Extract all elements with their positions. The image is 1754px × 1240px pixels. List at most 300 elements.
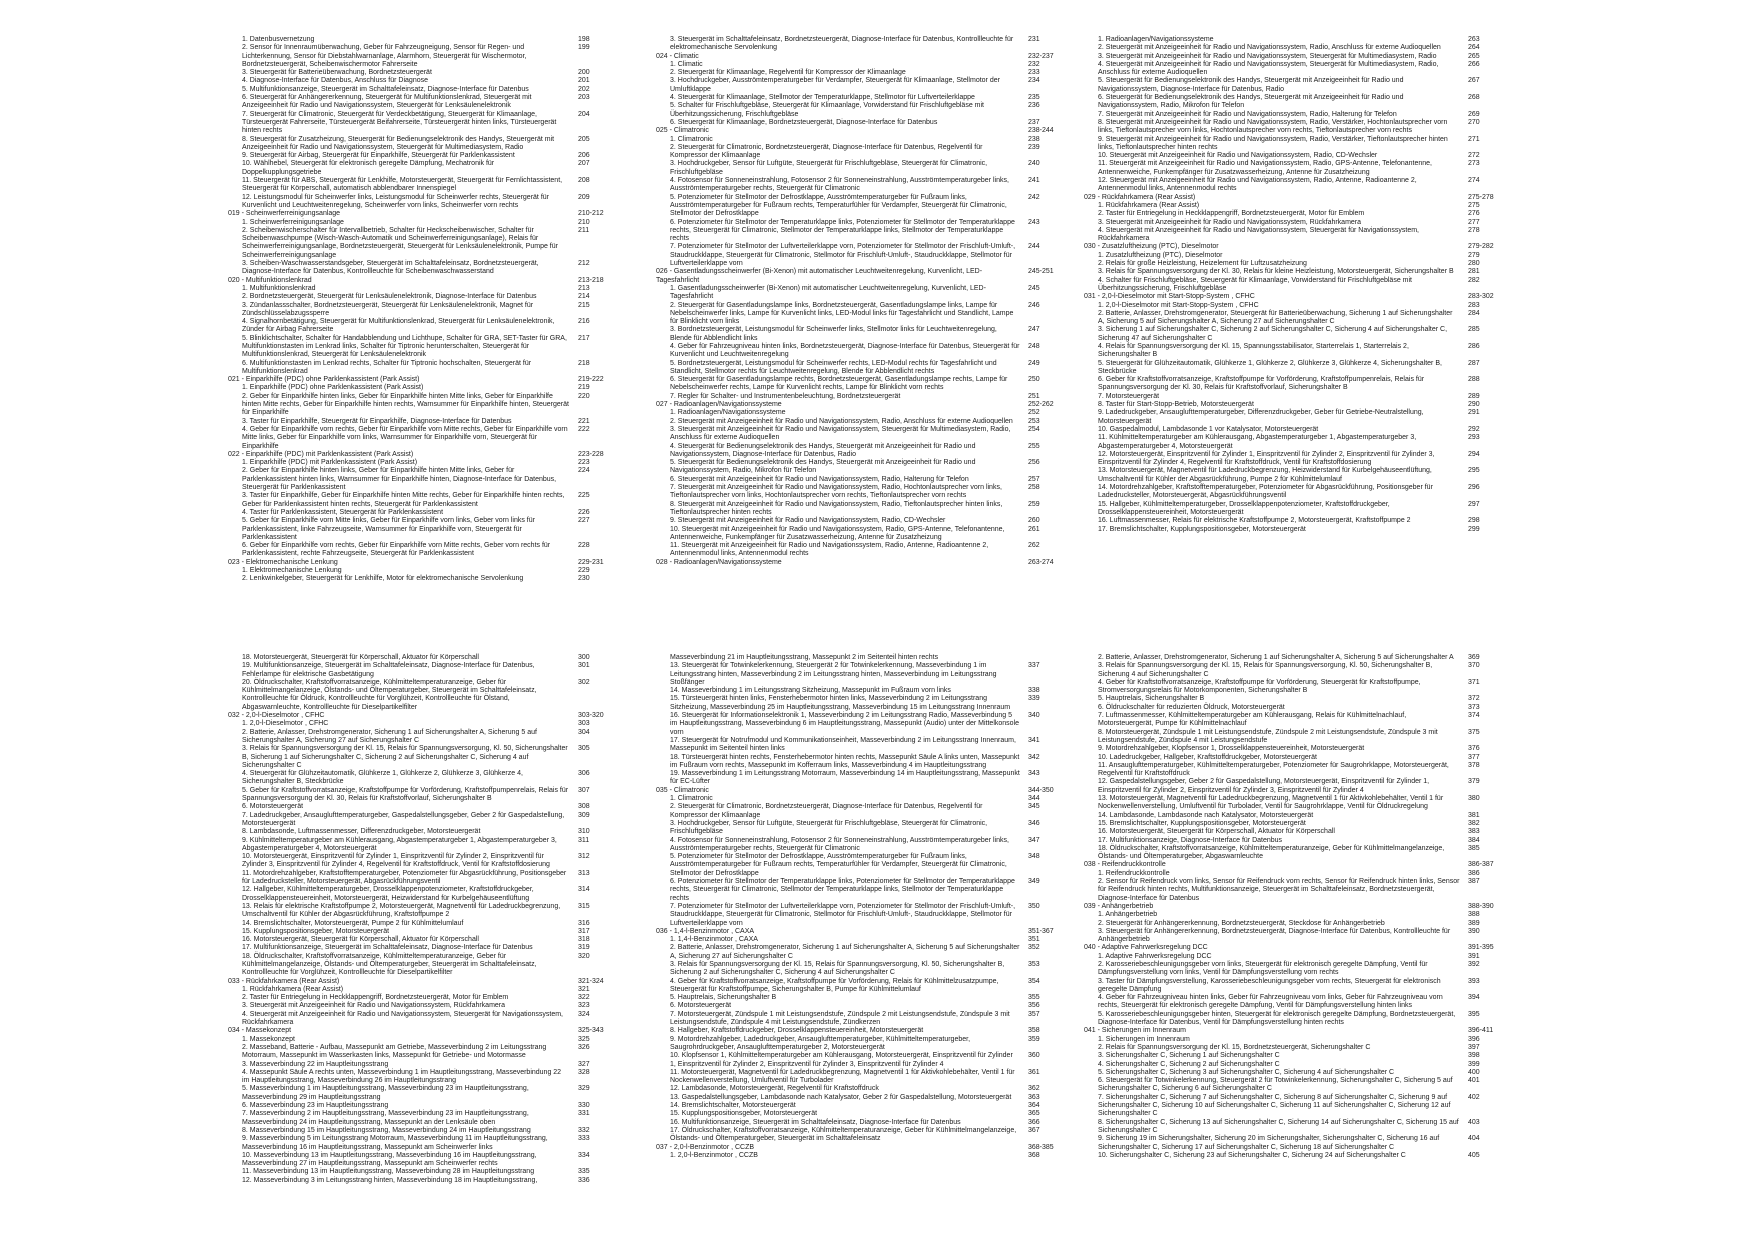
toc-entry bbox=[656, 1094, 1064, 1102]
toc-entry bbox=[1084, 928, 1504, 945]
toc-entry bbox=[228, 1152, 614, 1169]
toc-entry bbox=[228, 1044, 614, 1061]
toc-entry-text: 3. Taster für Einparkhilfe, Steuergerät für Einparkhilfe, Diagnose-Interface für Datenbus bbox=[242, 417, 512, 425]
toc-entry-page-number: 337 bbox=[1028, 662, 1040, 670]
toc-entry-page-number: 396-411 bbox=[1468, 1027, 1494, 1035]
toc-entry bbox=[656, 770, 1064, 787]
toc-entry bbox=[1084, 219, 1504, 227]
toc-entry-page-number: 254 bbox=[1028, 425, 1040, 433]
toc-entry-text: 5. Schalter für Frischluftgebläse, Steuergerät für Klimaanlage, Vorwiderstand für Frischluftgebläse mit Überhitzungssicherung, Frischluftgebläse bbox=[670, 102, 984, 118]
toc-entry-page-number: 361 bbox=[1028, 1068, 1040, 1076]
toc-entry bbox=[228, 219, 614, 227]
toc-section-heading bbox=[228, 1027, 614, 1035]
toc-entry bbox=[656, 285, 1064, 302]
toc-section-heading bbox=[656, 53, 1064, 61]
toc-entry-page-number: 285 bbox=[1468, 326, 1480, 334]
toc-section-heading bbox=[1084, 293, 1504, 301]
toc-entry bbox=[1084, 277, 1504, 294]
toc-entry bbox=[656, 517, 1064, 525]
toc-entry-text: 12. Lambdasonde, Motorsteuergerät, Regelventil für Kraftstoffdruck bbox=[670, 1085, 879, 1093]
toc-entry bbox=[228, 770, 614, 787]
toc-entry-text: 4. Geber für Fahrzeugniveau hinten links, Geber für Fahrzeugniveau vorn links, Geber für Fahrzeugniveau vorn rechts, Steuergerät für elektronisch geregelte Dämpfung, Ventil für Dämpfungsverstellung hinten links bbox=[1098, 994, 1443, 1010]
toc-entry-page-number: 349 bbox=[1028, 878, 1040, 886]
toc-entry-text: 15. Hallgeber, Kühlmitteltemperaturgeber, Drosselklappenpotenziometer, Kraftstoffdruckgeber, Drosselklappensteuereinheit, Motorsteuergerät bbox=[1098, 500, 1390, 516]
toc-entry bbox=[656, 1027, 1064, 1035]
toc-entry bbox=[228, 994, 614, 1002]
toc-entry bbox=[228, 886, 614, 903]
toc-entry-page-number: 230 bbox=[578, 575, 590, 583]
toc-entry-page-number: 229-231 bbox=[578, 558, 604, 566]
toc-entry-page-number: 206 bbox=[578, 152, 590, 160]
toc-entry bbox=[228, 384, 614, 392]
toc-entry-page-number: 343 bbox=[1028, 770, 1040, 778]
toc-entry-text: 17. Multifunktionsanzeige, Diagnose-Interface für Datenbus bbox=[1098, 836, 1283, 844]
toc-entry-page-number: 281 bbox=[1468, 268, 1480, 276]
toc-entry-page-number: 282 bbox=[1468, 276, 1480, 284]
toc-entry-page-number: 252-262 bbox=[1028, 401, 1054, 409]
toc-entry-text: 3. Zündanlassschalter, Bordnetzsteuergerät, Steuergerät für Lenksäulenelektronik, Magnet für Zündschlüsselabzugssperre bbox=[242, 301, 534, 317]
toc-entry bbox=[656, 459, 1064, 476]
toc-section-heading bbox=[228, 210, 614, 218]
toc-entry bbox=[228, 517, 614, 542]
toc-entry-page-number: 238 bbox=[1028, 135, 1040, 143]
toc-entry-text: 13. Motorsteuergerät, Magnetventil für Ladedruckbegrenzung, Magnetventil 1 für Aktivkohlebehälter, Ventil 1 für Nockenwellenverstellung, Umluftventil für Turbolader, Ventil für Saugrohrklappe, Ventil für Öldruckregelung bbox=[1098, 795, 1444, 811]
toc-entry bbox=[656, 136, 1064, 144]
toc-entry bbox=[228, 1061, 614, 1069]
toc-entry-page-number: 298 bbox=[1468, 517, 1480, 525]
toc-entry-continuation bbox=[656, 654, 1064, 662]
toc-entry bbox=[656, 119, 1064, 127]
toc-entry-text: 4. Steuergerät mit Anzeigeeinheit für Radio und Navigationssystem, Steuergerät für Navigationssystem, Rückfahrkamera bbox=[1098, 226, 1419, 243]
toc-entry-text: 6. Steuergerät für Bedienungselektronik des Handys, Steuergerät mit Anzeigeeinheit für Radio und Navigationssystem, Radio, Mikrofon für Telefon bbox=[1098, 94, 1404, 110]
toc-entry-page-number: 309 bbox=[578, 811, 590, 819]
toc-entry bbox=[1084, 451, 1504, 468]
toc-entry-text: 1. Zusatzluftheizung (PTC), Dieselmotor bbox=[1098, 251, 1223, 259]
toc-entry-page-number: 320 bbox=[578, 952, 590, 960]
toc-entry-page-number: 386-387 bbox=[1468, 861, 1494, 869]
toc-entry bbox=[228, 94, 614, 111]
toc-entry bbox=[1084, 426, 1504, 434]
toc-entry bbox=[1084, 252, 1504, 260]
toc-entry-page-number: 388-390 bbox=[1468, 902, 1494, 910]
toc-entry-text: 2. Steuergerät für Klimaanlage, Regelventil für Kompressor der Klimaanlage bbox=[670, 69, 906, 77]
toc-entry bbox=[656, 944, 1064, 961]
toc-entry-page-number: 334 bbox=[578, 1151, 590, 1159]
toc-entry-page-number: 266 bbox=[1468, 60, 1480, 68]
toc-entry-text: 2. Karosseriebeschleunigungsgeber vorn links, Steuergerät für elektronisch geregelte Dämpfung, Ventil für Dämpfungsverstellung vorn links, Ventil für Dämpfungsverstellung vorn rechts bbox=[1098, 960, 1428, 977]
index-column-top-middle bbox=[656, 36, 1064, 567]
toc-entry-page-number: 323 bbox=[578, 1002, 590, 1010]
toc-entry-text: 1. Radioanlagen/Navigationssysteme bbox=[670, 409, 786, 417]
toc-entry bbox=[228, 111, 614, 136]
toc-entry-text: 17. Bremslichtschalter, Kupplungspositionsgeber, Motorsteuergerät bbox=[1098, 525, 1306, 533]
toc-section-heading bbox=[228, 451, 614, 459]
toc-entry-page-number: 256 bbox=[1028, 459, 1040, 467]
toc-entry bbox=[656, 69, 1064, 77]
toc-entry-text: 030 - Zusatzluftheizung (PTC), Dieselmotor bbox=[1084, 243, 1219, 251]
toc-entry-page-number: 199 bbox=[578, 44, 590, 52]
toc-entry-page-number: 292 bbox=[1468, 425, 1480, 433]
toc-entry bbox=[228, 1085, 614, 1102]
toc-entry-page-number: 394 bbox=[1468, 994, 1480, 1002]
toc-entry-text: 021 - Einparkhilfe (PDC) ohne Parklenkassistent (Park Assist) bbox=[228, 376, 420, 384]
toc-entry bbox=[1084, 526, 1504, 534]
toc-entry-page-number: 344-350 bbox=[1028, 786, 1054, 794]
toc-entry bbox=[1084, 911, 1504, 919]
toc-entry-text: 5. Masseverbindung 1 im Hauptleitungsstrang, Masseverbindung 23 im Hauptleitungsstrang, Masseverbindung 29 im Hauptleitungsstrang bbox=[242, 1085, 529, 1101]
toc-entry-text: 17. Öldruckschalter, Kraftstoffvorratsanzeige, Kühlmitteltemperaturanzeige, Geber für Kühlmittelmangelanzeige, Ölstands- und Öltemperaturgeber, Steuergerät im Schalttafeleinsatz bbox=[670, 1126, 1017, 1143]
toc-entry bbox=[1084, 202, 1504, 210]
toc-entry-page-number: 217 bbox=[578, 334, 590, 342]
toc-entry-text: 041 - Sicherungen im Innenraum bbox=[1084, 1027, 1186, 1035]
toc-entry-text: 16. Motorsteuergerät, Steuergerät für Körperschall, Aktuator für Körperschall bbox=[242, 936, 479, 944]
toc-entry-text: 14. Bremslichtschalter, Motorsteuergerät, Pumpe 2 für Kühlmittelumlauf bbox=[242, 919, 464, 927]
toc-entry bbox=[656, 978, 1064, 995]
toc-entry-page-number: 371 bbox=[1468, 678, 1480, 686]
toc-entry bbox=[1084, 994, 1504, 1011]
toc-entry bbox=[1084, 820, 1504, 828]
toc-entry bbox=[228, 1168, 614, 1176]
toc-entry-page-number: 242 bbox=[1028, 193, 1040, 201]
toc-entry-text: 11. Ansauglufttemperaturgeber, Kühlmitteltemperaturgeber, Potenziometer für Saugrohrklappe, Motorsteuergerät, Regelventil für Kraftstoffdruck bbox=[1098, 761, 1449, 778]
toc-entry bbox=[228, 302, 614, 319]
toc-entry-text: 6. Öldruckschalter für reduzierten Öldruck, Motorsteuergerät bbox=[1098, 703, 1285, 711]
toc-entry bbox=[1084, 376, 1504, 393]
toc-entry bbox=[656, 243, 1064, 268]
toc-entry-page-number: 260 bbox=[1028, 517, 1040, 525]
toc-entry bbox=[656, 426, 1064, 443]
toc-entry-text: 8. Steuergerät mit Anzeigeeinheit für Radio und Navigationssystem, Radio, Tieftonlautsprecher hinten links, Tieftonlautsprecher hinten rechts bbox=[670, 500, 1003, 516]
toc-entry-text: 3. Relais für Spannungsversorgung der Kl. 15, Relais für Spannungsversorgung, Kl. 50, Sicherungshalter B, Sicherung 4 auf Sicherungshalter C bbox=[1098, 662, 1433, 678]
toc-entry bbox=[656, 878, 1064, 903]
toc-entry-text: 028 - Radioanlagen/Navigationssysteme bbox=[656, 558, 782, 566]
toc-entry bbox=[656, 484, 1064, 501]
toc-entry-page-number: 239 bbox=[1028, 143, 1040, 151]
toc-entry bbox=[1084, 1135, 1504, 1152]
toc-entry-text: 11. Steuergerät mit Anzeigeeinheit für Radio und Navigationssystem, Radio, GPS-Antenne, Telefonantenne, Antennenweiche, Funkempfänger für Zusatzwasserheizung, Antenne für Zusatzheizung bbox=[1098, 160, 1433, 176]
toc-entry-page-number: 373 bbox=[1468, 703, 1480, 711]
toc-entry-text: 4. Steuergerät für Klimaanlage, Stellmotor der Temperaturklappe, Stellmotor für Luftverteilerklappe bbox=[670, 94, 975, 102]
toc-entry-page-number: 268 bbox=[1468, 94, 1480, 102]
toc-entry-text: 4. Diagnose-Interface für Datenbus, Anschluss für Diagnose bbox=[242, 77, 428, 85]
toc-section-heading bbox=[228, 559, 614, 567]
toc-entry-page-number: 203 bbox=[578, 94, 590, 102]
toc-entry-page-number: 396 bbox=[1468, 1035, 1480, 1043]
toc-entry-text: 3. Steuergerät für Batterieüberwachung, Bordnetzsteuergerät bbox=[242, 69, 432, 77]
toc-entry-text: 2. Bordnetzsteuergerät, Steuergerät für Lenksäulenelektronik, Diagnose-Interface für Datenbus bbox=[242, 293, 537, 301]
toc-section-heading bbox=[1084, 861, 1504, 869]
toc-entry bbox=[656, 1119, 1064, 1127]
toc-entry-page-number: 384 bbox=[1468, 836, 1480, 844]
toc-entry-text: Masseverbindung 21 im Hauptleitungsstrang, Massepunkt 2 im Seitenteil hinten rechts bbox=[670, 654, 939, 661]
toc-entry-page-number: 251 bbox=[1028, 392, 1040, 400]
toc-entry-page-number: 283 bbox=[1468, 301, 1480, 309]
toc-entry-page-number: 228 bbox=[578, 542, 590, 550]
toc-entry bbox=[1084, 812, 1504, 820]
toc-entry-page-number: 375 bbox=[1468, 728, 1480, 736]
toc-entry bbox=[1084, 77, 1504, 94]
toc-entry-page-number: 244 bbox=[1028, 243, 1040, 251]
toc-entry bbox=[1084, 1011, 1504, 1028]
toc-entry-page-number: 354 bbox=[1028, 977, 1040, 985]
toc-entry bbox=[1084, 745, 1504, 753]
toc-entry-text: 10. Steuergerät mit Anzeigeeinheit für Radio und Navigationssystem, Radio, GPS-Antenne, Telefonantenne, Antennenweiche, Funkempfänger für Zusatzwasserheizung, Antenne für Zusatzheizung bbox=[670, 525, 1005, 541]
toc-entry-text: 2. Relais für Spannungsversorgung der Kl. 15, Bordnetzsteuergerät, Sicherungshalter C bbox=[1098, 1043, 1371, 1051]
toc-entry-text: 2. Taster für Entriegelung in Heckklappengriff, Bordnetzsteuergerät, Motor für Emblem bbox=[242, 994, 509, 1002]
toc-entry-page-number: 342 bbox=[1028, 753, 1040, 761]
toc-entry bbox=[656, 177, 1064, 194]
toc-entry bbox=[1084, 654, 1504, 662]
toc-entry-text: 4. Steuergerät mit Anzeigeeinheit für Radio und Navigationssystem, Steuergerät für Navigationssystem, Rückfahrkamera bbox=[242, 1010, 563, 1027]
toc-entry-text: 5. Potenziometer für Stellmotor der Defrostklappe, Ausströmtemperaturgeber für Fußraum links, Ausströmtemperaturgeber für Fußraum rechts, Temperaturfühler für Verdampfer, Steuergerät für Climatronic, Stellmotor der Defrostklappe bbox=[670, 853, 1007, 877]
toc-entry-text: 12. Motorsteuergerät, Einspritzventil für Zylinder 1, Einspritzventil für Zylinder 2, Einspritzventil für Zylinder 3, Einspritzventil für Zylinder 4, Regelventil für Kraftstoffdruck, Ventil für Kraftstoffdosierung bbox=[1098, 450, 1435, 467]
toc-entry-page-number: 232 bbox=[1028, 60, 1040, 68]
toc-entry-text: 029 - Rückfahrkamera (Rear Assist) bbox=[1084, 193, 1196, 201]
toc-entry-text: 4. Steuergerät mit Anzeigeeinheit für Radio und Navigationssystem, Steuergerät für Multimediasystem, Radio, Anschluss für externe Audioquellen bbox=[1098, 60, 1439, 77]
toc-entry-text: 2. Batterie, Anlasser, Drehstromgenerator, Sicherung 1 auf Sicherungshalter A, Sicherung 5 auf Sicherungshalter A bbox=[1098, 654, 1454, 661]
toc-entry-text: 9. Motordrehzahlgeber, Klopfsensor 1, Drosselklappensteuereinheit, Motorsteuergerät bbox=[1098, 745, 1365, 753]
toc-entry-page-number: 308 bbox=[578, 803, 590, 811]
toc-entry-text: 11. Kühlmitteltemperaturgeber am Kühlerausgang, Abgastemperaturgeber 1, Abgastemperaturgeber 3, Abgastemperaturgeber 4, Motorsteuergerät bbox=[1098, 434, 1417, 450]
toc-entry bbox=[656, 754, 1064, 771]
toc-entry-page-number: 220 bbox=[578, 392, 590, 400]
toc-entry-text: 1. Elektromechanische Lenkung bbox=[242, 567, 342, 574]
toc-entry-page-number: 336 bbox=[578, 1176, 590, 1184]
toc-entry-text: 10. Sicherungshalter C, Sicherung 23 auf Sicherungshalter C, Sicherung 24 auf Sicherungshalter C bbox=[1098, 1151, 1406, 1159]
toc-entry-page-number: 276 bbox=[1468, 210, 1480, 218]
toc-entry-page-number: 214 bbox=[578, 293, 590, 301]
toc-entry bbox=[1084, 961, 1504, 978]
toc-entry-text: 5. Bordnetzsteuergerät, Leistungsmodul für Scheinwerfer rechts, LED-Modul rechts für Tagesfahrlicht und Standlicht, Stellmotor rechts für Leuchtweitenregelung, Blende für Abblendlicht rechts bbox=[670, 359, 997, 375]
toc-entry-page-number: 210-212 bbox=[578, 210, 604, 218]
toc-entry-text: 032 - 2,0-l-Dieselmotor , CFHC bbox=[228, 712, 325, 720]
toc-entry bbox=[656, 409, 1064, 417]
toc-entry-page-number: 293 bbox=[1468, 434, 1480, 442]
toc-entry-page-number: 224 bbox=[578, 467, 590, 475]
toc-entry bbox=[1084, 845, 1504, 862]
toc-entry-page-number: 205 bbox=[578, 135, 590, 143]
toc-entry-page-number: 389 bbox=[1468, 919, 1480, 927]
toc-entry-page-number: 369 bbox=[1468, 654, 1480, 661]
toc-entry bbox=[228, 86, 614, 94]
toc-entry-text: 14. Bremslichtschalter, Motorsteuergerät bbox=[670, 1102, 796, 1110]
toc-entry-text: 12. Masseverbindung 3 im Leitungsstrang hinten, Masseverbindung 18 im Hauptleitungsstrang, bbox=[242, 1176, 538, 1184]
toc-entry-text: 1. Climatronic bbox=[670, 795, 713, 803]
toc-entry-page-number: 311 bbox=[578, 836, 590, 844]
toc-entry-page-number: 307 bbox=[578, 786, 590, 794]
toc-entry bbox=[1084, 343, 1504, 360]
toc-entry-text: 2. Scheibenwischerschalter für Intervallbetrieb, Schalter für Heckscheibenwischer, Schalter für Scheibenwaschpumpe (Wisch-Wasch-Automatik und Scheinwerferreinigungsanlage), Relais für Scheinwerferreinigungsanlage, Bordnetzsteuergerät, Steuergerät für Lenksäulenelektronik, Pumpe für Scheinwerferreinigungsanlage bbox=[242, 226, 558, 259]
toc-section-heading bbox=[1084, 944, 1504, 952]
toc-entry-page-number: 241 bbox=[1028, 177, 1040, 185]
toc-entry bbox=[1084, 1119, 1504, 1136]
toc-entry-page-number: 356 bbox=[1028, 1002, 1040, 1010]
toc-entry bbox=[656, 476, 1064, 484]
toc-entry bbox=[1084, 53, 1504, 61]
index-column-top-right bbox=[1084, 36, 1504, 534]
toc-entry bbox=[656, 961, 1064, 978]
toc-entry-text: 16. Motorsteuergerät, Steuergerät für Körperschall, Aktuator für Körperschall bbox=[1098, 828, 1335, 836]
toc-entry-text: 3. Steuergerät mit Anzeigeeinheit für Radio und Navigationssystem, Steuergerät für Multimediasystem, Radio, Anschluss für externe Audioquellen bbox=[670, 425, 1011, 442]
toc-entry-page-number: 328 bbox=[578, 1068, 590, 1076]
toc-entry-text: 1. 1,4-l-Benzinmotor , CAXA bbox=[670, 936, 758, 944]
toc-entry bbox=[228, 729, 614, 746]
toc-entry-text: 12. Steuergerät mit Anzeigeeinheit für Radio und Navigationssystem, Radio, Antenne, Radioantenne 2, Antennenmodul links, Antennenmodul rechts bbox=[1098, 177, 1417, 193]
toc-entry bbox=[656, 837, 1064, 854]
toc-entry-page-number: 278 bbox=[1468, 226, 1480, 234]
toc-entry-page-number: 382 bbox=[1468, 819, 1480, 827]
toc-entry bbox=[228, 870, 614, 887]
toc-entry-text: 1. Gasentladungsscheinwerfer (Bi-Xenon) mit automatischer Leuchtweitenregelung, Kurvenlicht, LED-Tagesfahrlicht bbox=[670, 284, 986, 301]
toc-entry-text: 4. Geber für Kraftstoffvorratsanzeige, Kraftstoffpumpe für Vorförderung, Steuergerät für Kraftstoffpumpe, Stromversorgungsrelais für Motorkomponenten, Sicherungshalter B bbox=[1098, 678, 1421, 695]
toc-entry-text: 5. Hauptrelais, Sicherungshalter B bbox=[670, 994, 777, 1002]
toc-entry-page-number: 287 bbox=[1468, 359, 1480, 367]
toc-section-heading bbox=[656, 1144, 1064, 1152]
toc-entry-page-number: 364 bbox=[1028, 1102, 1040, 1110]
toc-entry-page-number: 326 bbox=[578, 1043, 590, 1051]
toc-entry-page-number: 277 bbox=[1468, 218, 1480, 226]
toc-entry-page-number: 351 bbox=[1028, 936, 1040, 944]
toc-entry-text: 7. Potenziometer für Stellmotor der Luftverteilerklappe vorn, Potenziometer für Stellmotor der Frischluft-Umluft-, Staudruckklappe, Steuergerät für Climatronic, Stellmotor für Frischluft-Umluft-, Staudruckklappe, Stellmotor für Luftverteilerklappe vorn bbox=[670, 243, 1016, 268]
toc-entry bbox=[228, 936, 614, 944]
toc-entry-page-number: 234 bbox=[1028, 77, 1040, 85]
toc-entry-page-number: 213-218 bbox=[578, 276, 604, 284]
toc-entry-text: 9. Steuergerät für Airbag, Steuergerät für Einparkhilfe, Steuergerät für Parklenkassistent bbox=[242, 152, 515, 160]
toc-entry-text: 9. Masseverbindung 5 im Leitungsstrang Motorraum, Masseverbindung 11 im Hauptleitungsstrang, Masseverbindung 16 im Hauptleitungsstrang, Massepunkt am Scheinwerfer links bbox=[242, 1135, 548, 1151]
toc-entry-text: 3. Steuergerät im Schalttafeleinsatz, Bordnetzsteuergerät, Diagnose-Interface für Datenbus, Kontrollleuchte für elektromechanische Servolenkung bbox=[670, 36, 1014, 52]
toc-entry bbox=[1084, 828, 1504, 836]
toc-entry bbox=[228, 1036, 614, 1044]
toc-entry-text: 8. Masseverbindung 15 im Hauptleitungsstrang, Masseverbindung 24 im Hauptleitungsstrang bbox=[242, 1126, 531, 1134]
toc-entry-page-number: 213 bbox=[578, 284, 590, 292]
toc-entry bbox=[1084, 662, 1504, 679]
toc-entry bbox=[656, 1052, 1064, 1069]
toc-entry bbox=[228, 152, 614, 160]
toc-entry-text: 5. Blinklichtschalter, Schalter für Handabblendung und Lichthupe, Schalter für GRA, SET-Taster für GRA, Multifunktionstasten im Lenkrad links, Schalter für Tiptronic herunterschalten, Steuergerät für Multifunktionslenkrad, Steuergerät für Lenksäulenelektronik bbox=[242, 334, 567, 359]
toc-section-heading bbox=[1084, 1027, 1504, 1035]
toc-entry-text: 19. Masseverbindung 1 im Leitungsstrang Motorraum, Masseverbindung 14 im Hauptleitungsstrang, Massepunkt für EC-Lüfter bbox=[670, 770, 1020, 786]
toc-entry-page-number: 253 bbox=[1028, 417, 1040, 425]
toc-entry-text: 5. Multifunktionsanzeige, Steuergerät im Schalttafeleinsatz, Diagnose-Interface für Datenbus bbox=[242, 85, 529, 93]
toc-entry-text: 10. Steuergerät mit Anzeigeeinheit für Radio und Navigationssystem, Radio, CD-Wechsler bbox=[1098, 152, 1378, 160]
toc-entry-text: 4. Steuergerät für Glühzeitautomatik, Glühkerze 1, Glühkerze 2, Glühkerze 3, Glühkerze 4, Sicherungshalter B, Steckbrücke bbox=[242, 770, 523, 786]
toc-entry-page-number: 202 bbox=[578, 85, 590, 93]
toc-entry bbox=[1084, 484, 1504, 501]
toc-entry-text: 6. Potenziometer für Stellmotor der Temperaturklappe links, Potenziometer für Stellmotor der Temperaturklappe rechts, Steuergerät für Climatronic, Stellmotor der Temperaturklappe links, Stellmotor der Temperaturklappe rechts bbox=[670, 878, 1015, 902]
toc-entry-page-number: 275 bbox=[1468, 201, 1480, 209]
toc-entry bbox=[656, 526, 1064, 543]
toc-entry-text: 031 - 2,0-l-Dieselmotor mit Start-Stopp-System , CFHC bbox=[1084, 293, 1255, 301]
toc-entry-text: 4. Fotosensor für Sonneneinstrahlung, Fotosensor 2 für Sonneneinstrahlung, Ausströmtemperaturgeber links, Ausströmtemperaturgeber rechts, Steuergerät für Climatronic bbox=[670, 177, 1009, 193]
toc-entry-page-number: 346 bbox=[1028, 819, 1040, 827]
toc-entry bbox=[656, 302, 1064, 327]
toc-entry-page-number: 395 bbox=[1468, 1010, 1480, 1018]
toc-entry-page-number: 290 bbox=[1468, 401, 1480, 409]
toc-entry-page-number: 245 bbox=[1028, 284, 1040, 292]
toc-entry-page-number: 398 bbox=[1468, 1052, 1480, 1060]
toc-entry bbox=[656, 1152, 1064, 1160]
toc-entry-text: 18. Türsteuergerät hinten rechts, Fensterhebermotor hinten rechts, Massepunkt Säule A links unten, Massepunkt im Fußraum vorn rechts, Massepunkt im Kofferraum links, Masseverbindung 4 im Hauptleitungsstrang bbox=[670, 753, 1020, 769]
toc-entry bbox=[656, 376, 1064, 393]
toc-entry-text: 8. Steuergerät für Zusatzheizung, Steuergerät für Bedienungselektronik des Handys, Steuergerät mit Anzeigeeinheit für Radio und Navigationssystem, Steuergerät für Multimediasystem, Radio bbox=[242, 135, 555, 151]
toc-entry bbox=[228, 745, 614, 770]
toc-entry bbox=[656, 994, 1064, 1002]
toc-entry bbox=[228, 1177, 614, 1185]
toc-entry-text: 3. Taster für Einparkhilfe, Geber für Einparkhilfe hinten Mitte rechts, Geber für Einparkhilfe hinten rechts, Geber für Parklenkassistent hinten rechts, Steuergerät für Parklenkassistent bbox=[242, 492, 565, 508]
toc-entry-text: 4. Geber für Fahrzeugniveau hinten links, Bordnetzsteuergerät, Diagnose-Interface für Datenbus, Steuergerät für Kurvenlicht und Leuchtweitenregelung bbox=[670, 342, 1020, 359]
toc-section-heading bbox=[656, 401, 1064, 409]
toc-entry bbox=[656, 194, 1064, 219]
toc-entry-page-number: 243 bbox=[1028, 218, 1040, 226]
toc-entry-page-number: 211 bbox=[578, 226, 590, 234]
toc-entry-text: 1. Anhängerbetrieb bbox=[1098, 911, 1158, 919]
toc-entry bbox=[656, 418, 1064, 426]
toc-entry-page-number: 306 bbox=[578, 770, 590, 778]
toc-entry-page-number: 341 bbox=[1028, 736, 1040, 744]
toc-entry-page-number: 271 bbox=[1468, 135, 1480, 143]
toc-entry bbox=[228, 77, 614, 85]
toc-entry bbox=[1084, 136, 1504, 153]
toc-entry-page-number: 377 bbox=[1468, 753, 1480, 761]
toc-entry-text: 2. Batterie, Anlasser, Drehstromgenerator, Sicherung 1 auf Sicherungshalter A, Sicherung 5 auf Sicherungshalter A, Sicherung 27 auf Sicherungshalter C bbox=[242, 728, 537, 744]
toc-entry-page-number: 405 bbox=[1468, 1151, 1480, 1159]
toc-entry-page-number: 238-244 bbox=[1028, 127, 1054, 135]
toc-entry bbox=[1084, 870, 1504, 878]
toc-entry bbox=[656, 360, 1064, 377]
toc-entry-text: 023 - Elektromechanische Lenkung bbox=[228, 558, 338, 566]
toc-entry-text: 11. Steuergerät mit Anzeigeeinheit für Radio und Navigationssystem, Radio, Antenne, Radioantenne 2, Antennenmodul links, Antennenmodul rechts bbox=[670, 542, 989, 558]
toc-entry-text: 8. Motorsteuergerät, Zündspule 1 mit Leistungsendstufe, Zündspule 2 mit Leistungsendstufe, Zündspule 3 mit Leistungsendstufe, Zündspule 4 mit Leistungsendstufe bbox=[1098, 728, 1438, 744]
toc-entry-text: 4. Taster für Parklenkassistent, Steuergerät für Parklenkassistent bbox=[242, 508, 444, 516]
toc-entry bbox=[1084, 778, 1504, 795]
toc-entry-text: 4. Geber für Kraftstoffvorratsanzeige, Kraftstoffpumpe für Vorförderung, Relais für Kühlmittelzusatzpumpe, Steuergerät für Kraftstoffpumpe, Sicherungshalter B, Pumpe für Kühlmittelumlauf bbox=[670, 977, 999, 993]
toc-entry-text: 2. Batterie, Anlasser, Drehstromgenerator, Sicherung 1 auf Sicherungshalter A, Sicherung 5 auf Sicherungshalter A, Sicherung 27 auf Sicherungshalter C bbox=[670, 944, 1020, 960]
toc-entry bbox=[656, 1085, 1064, 1093]
toc-entry-page-number: 392 bbox=[1468, 960, 1480, 968]
toc-entry bbox=[1084, 754, 1504, 762]
toc-entry bbox=[228, 575, 614, 583]
toc-entry bbox=[656, 695, 1064, 712]
toc-entry-text: 5. Geber für Einparkhilfe vorn Mitte links, Geber für Einparkhilfe vorn links, Geber vorn links für Parklenkassistent, linke Fahrzeugseite, Warnsummer für Einparkhilfe vorn, Steuergerät für Parklenkassistent bbox=[242, 517, 535, 541]
toc-entry-text: 3. Masseverbindung 22 im Hauptleitungsstrang bbox=[242, 1060, 389, 1068]
toc-entry bbox=[656, 1069, 1064, 1086]
toc-entry-page-number: 258 bbox=[1028, 484, 1040, 492]
toc-entry bbox=[228, 318, 614, 335]
toc-entry bbox=[1084, 1036, 1504, 1044]
toc-entry bbox=[1084, 1077, 1504, 1094]
toc-entry-page-number: 402 bbox=[1468, 1093, 1480, 1101]
toc-entry-page-number: 246 bbox=[1028, 301, 1040, 309]
toc-entry-page-number: 252 bbox=[1028, 409, 1040, 417]
toc-entry-page-number: 390 bbox=[1468, 927, 1480, 935]
toc-entry-page-number: 265 bbox=[1468, 52, 1480, 60]
toc-section-heading bbox=[1084, 903, 1504, 911]
toc-entry-page-number: 327 bbox=[578, 1060, 590, 1068]
toc-entry bbox=[1084, 36, 1504, 44]
toc-entry bbox=[656, 94, 1064, 102]
toc-entry-text: 3. Hochdruckgeber, Ausströmtemperaturgeber für Verdampfer, Steuergerät für Klimaanlage, Stellmotor der Umluftklappe bbox=[670, 77, 1000, 93]
toc-entry bbox=[228, 227, 614, 260]
toc-section-heading bbox=[228, 712, 614, 720]
toc-entry-page-number: 245-251 bbox=[1028, 268, 1054, 276]
toc-entry-text: 9. Steuergerät mit Anzeigeeinheit für Radio und Navigationssystem, Radio, Verstärker, Tieftonlautsprecher hinten links, Tieftonlautsprecher hinten rechts bbox=[1098, 135, 1448, 151]
toc-entry bbox=[656, 61, 1064, 69]
toc-entry-text: 1. Datenbusvernetzung bbox=[242, 36, 315, 43]
toc-entry bbox=[228, 1002, 614, 1010]
toc-entry-page-number: 223 bbox=[578, 459, 590, 467]
toc-entry bbox=[1084, 920, 1504, 928]
toc-entry-page-number: 325 bbox=[578, 1035, 590, 1043]
